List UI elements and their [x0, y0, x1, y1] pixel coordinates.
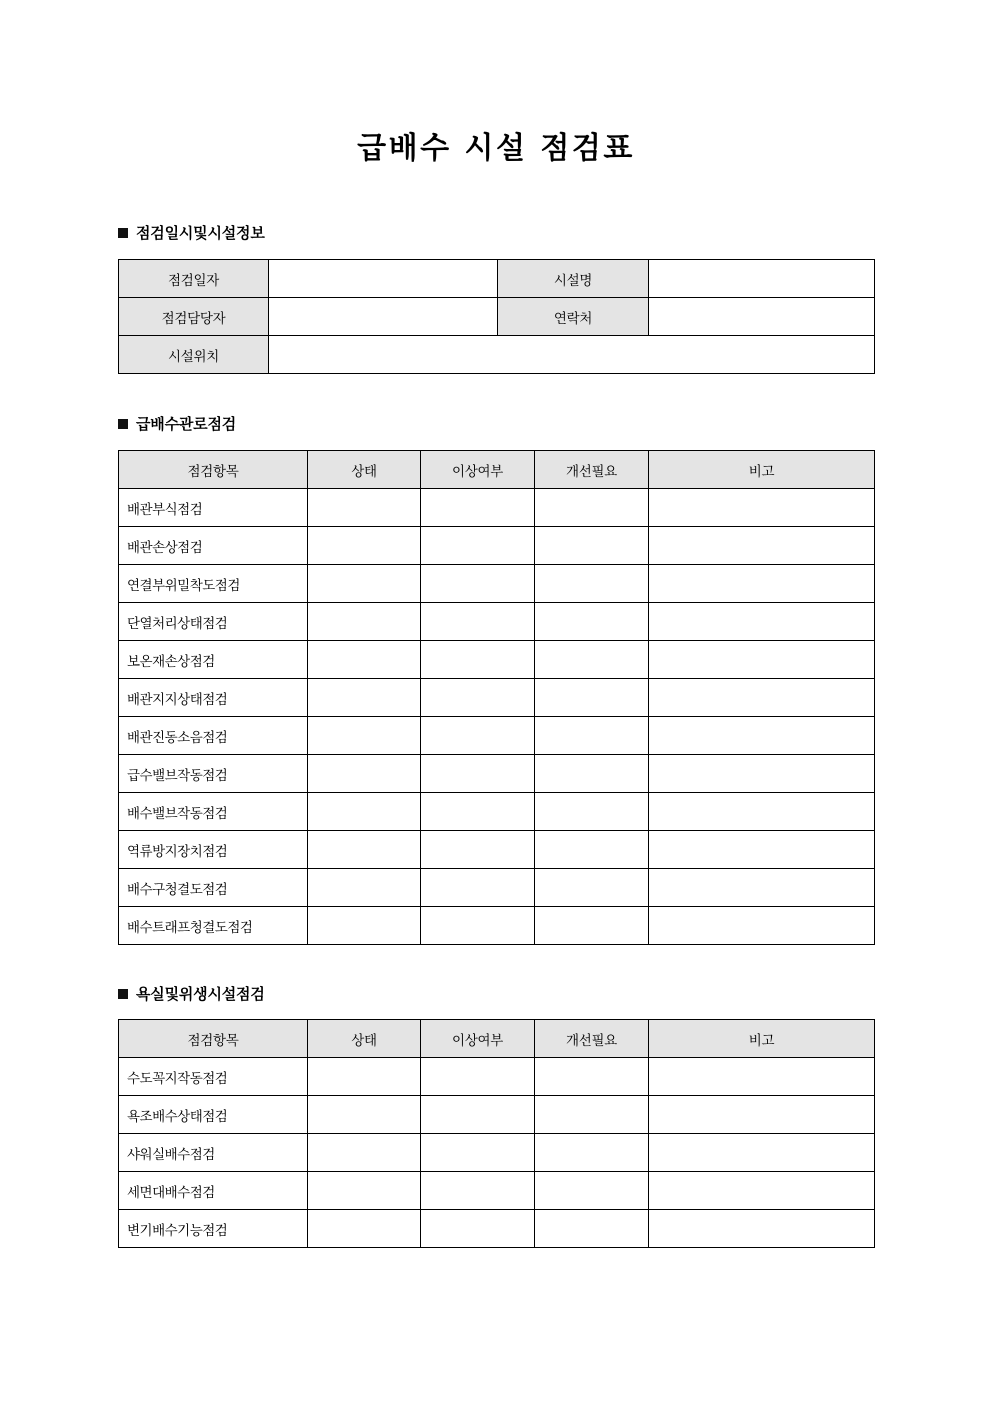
section-heading-bathroom: [118, 983, 265, 1004]
page-title: 급배수 시설 점검표: [357, 131, 635, 166]
info-label-inspector: 점검담당자: [119, 298, 269, 336]
inspection-abnormal-cell[interactable]: [421, 717, 535, 755]
inspection-item-name: 배관부식점검: [119, 489, 308, 527]
column-header-state: 상태: [308, 1020, 421, 1058]
inspection-remark-cell[interactable]: [649, 527, 875, 565]
inspection-abnormal-cell[interactable]: [421, 1096, 535, 1134]
info-label-contact: 연락처: [498, 298, 649, 336]
inspection-item-name: 욕조배수상태점검: [119, 1096, 308, 1134]
table-row: [119, 298, 875, 336]
table-row: [119, 641, 875, 679]
table-row: [119, 565, 875, 603]
inspection-state-cell[interactable]: [308, 603, 421, 641]
inspection-remark-cell[interactable]: [649, 603, 875, 641]
column-header-improvement: 개선필요: [535, 451, 649, 489]
section-heading-pipeline-label: 급배수관로점검: [136, 415, 237, 433]
section-heading-bathroom-label: 욕실및위생시설점검: [136, 985, 265, 1003]
info-label-facility-name: 시설명: [498, 260, 649, 298]
column-header-state: 상태: [308, 451, 421, 489]
inspection-state-cell[interactable]: [308, 527, 421, 565]
inspection-state-cell[interactable]: [308, 1172, 421, 1210]
inspection-improvement-cell[interactable]: [535, 793, 649, 831]
square-bullet-icon: [118, 989, 128, 999]
inspection-abnormal-cell[interactable]: [421, 1210, 535, 1248]
inspection-remark-cell[interactable]: [649, 717, 875, 755]
inspection-item-name: 연결부위밀착도점검: [119, 565, 308, 603]
inspection-item-name: 수도꼭지작동점검: [119, 1058, 308, 1096]
column-header-item: 점검항목: [119, 1020, 308, 1058]
inspection-remark-cell[interactable]: [649, 1172, 875, 1210]
inspection-improvement-cell[interactable]: [535, 1172, 649, 1210]
table-header-row: [119, 1020, 875, 1058]
inspection-abnormal-cell[interactable]: [421, 1134, 535, 1172]
table-row: [119, 831, 875, 869]
inspection-improvement-cell[interactable]: [535, 489, 649, 527]
inspection-remark-cell[interactable]: [649, 489, 875, 527]
table-row: [119, 1096, 875, 1134]
inspection-abnormal-cell[interactable]: [421, 869, 535, 907]
table-row: [119, 527, 875, 565]
table-row: [119, 260, 875, 298]
inspection-remark-cell[interactable]: [649, 1134, 875, 1172]
inspection-remark-cell[interactable]: [649, 641, 875, 679]
inspection-abnormal-cell[interactable]: [421, 565, 535, 603]
table-row: [119, 679, 875, 717]
inspection-item-name: 급수밸브작동점검: [119, 755, 308, 793]
inspection-item-name: 세면대배수점검: [119, 1172, 308, 1210]
table-header-row: [119, 451, 875, 489]
inspection-state-cell[interactable]: [308, 1210, 421, 1248]
inspection-abnormal-cell[interactable]: [421, 679, 535, 717]
inspection-item-name: 변기배수기능점검: [119, 1210, 308, 1248]
column-header-abnormal: 이상여부: [421, 451, 535, 489]
table-row: [119, 1172, 875, 1210]
inspection-abnormal-cell[interactable]: [421, 527, 535, 565]
inspection-item-name: 단열처리상태점검: [119, 603, 308, 641]
inspection-item-name: 역류방지장치점검: [119, 831, 308, 869]
info-value-inspector[interactable]: [269, 298, 498, 336]
pipeline-inspection-table: [118, 450, 875, 945]
column-header-remark: 비고: [649, 1020, 875, 1058]
inspection-improvement-cell[interactable]: [535, 755, 649, 793]
info-value-facility-location[interactable]: [269, 336, 875, 374]
inspection-remark-cell[interactable]: [649, 793, 875, 831]
table-row: [119, 489, 875, 527]
inspection-remark-cell[interactable]: [649, 907, 875, 945]
inspection-improvement-cell[interactable]: [535, 565, 649, 603]
inspection-state-cell[interactable]: [308, 565, 421, 603]
inspection-improvement-cell[interactable]: [535, 1058, 649, 1096]
inspection-state-cell[interactable]: [308, 1134, 421, 1172]
inspection-abnormal-cell[interactable]: [421, 907, 535, 945]
column-header-remark: 비고: [649, 451, 875, 489]
table-row: [119, 755, 875, 793]
inspection-item-name: 배수트래프청결도점검: [119, 907, 308, 945]
inspection-remark-cell[interactable]: [649, 1058, 875, 1096]
inspection-item-name: 샤워실배수점검: [119, 1134, 308, 1172]
inspection-abnormal-cell[interactable]: [421, 793, 535, 831]
section-heading-info-label: 점검일시및시설정보: [136, 224, 265, 242]
inspection-state-cell[interactable]: [308, 1058, 421, 1096]
inspection-state-cell[interactable]: [308, 755, 421, 793]
square-bullet-icon: [118, 419, 128, 429]
inspection-abnormal-cell[interactable]: [421, 831, 535, 869]
inspection-improvement-cell[interactable]: [535, 1096, 649, 1134]
info-label-facility-location: 시설위치: [119, 336, 269, 374]
inspection-abnormal-cell[interactable]: [421, 755, 535, 793]
inspection-state-cell[interactable]: [308, 1096, 421, 1134]
inspection-item-name: 배관지지상태점검: [119, 679, 308, 717]
inspection-improvement-cell[interactable]: [535, 527, 649, 565]
inspection-remark-cell[interactable]: [649, 1096, 875, 1134]
inspection-state-cell[interactable]: [308, 717, 421, 755]
inspection-abnormal-cell[interactable]: [421, 1058, 535, 1096]
inspection-state-cell[interactable]: [308, 489, 421, 527]
inspection-remark-cell[interactable]: [649, 831, 875, 869]
inspection-improvement-cell[interactable]: [535, 869, 649, 907]
inspection-item-name: 보온재손상점검: [119, 641, 308, 679]
inspection-improvement-cell[interactable]: [535, 1134, 649, 1172]
square-bullet-icon: [118, 228, 128, 238]
column-header-item: 점검항목: [119, 451, 308, 489]
column-header-improvement: 개선필요: [535, 1020, 649, 1058]
inspection-improvement-cell[interactable]: [535, 831, 649, 869]
inspection-abnormal-cell[interactable]: [421, 1172, 535, 1210]
table-row: [119, 336, 875, 374]
facility-info-table: [118, 259, 875, 374]
inspection-state-cell[interactable]: [308, 831, 421, 869]
table-row: [119, 1058, 875, 1096]
inspection-state-cell[interactable]: [308, 679, 421, 717]
info-value-facility-name[interactable]: [649, 260, 875, 298]
table-row: [119, 907, 875, 945]
column-header-abnormal: 이상여부: [421, 1020, 535, 1058]
table-row: [119, 717, 875, 755]
inspection-state-cell[interactable]: [308, 641, 421, 679]
inspection-abnormal-cell[interactable]: [421, 641, 535, 679]
inspection-item-name: 배수구청결도점검: [119, 869, 308, 907]
info-value-inspection-date[interactable]: [269, 260, 498, 298]
table-row: [119, 603, 875, 641]
inspection-improvement-cell[interactable]: [535, 679, 649, 717]
inspection-remark-cell[interactable]: [649, 679, 875, 717]
table-row: [119, 1134, 875, 1172]
inspection-abnormal-cell[interactable]: [421, 489, 535, 527]
inspection-state-cell[interactable]: [308, 869, 421, 907]
inspection-item-name: 배관진동소음점검: [119, 717, 308, 755]
section-heading-pipeline: [118, 413, 236, 434]
section-heading-info: [118, 222, 265, 243]
inspection-state-cell[interactable]: [308, 793, 421, 831]
inspection-improvement-cell[interactable]: [535, 717, 649, 755]
inspection-remark-cell[interactable]: [649, 755, 875, 793]
inspection-remark-cell[interactable]: [649, 869, 875, 907]
inspection-item-name: 배수밸브작동점검: [119, 793, 308, 831]
info-label-inspection-date: 점검일자: [119, 260, 269, 298]
inspection-improvement-cell[interactable]: [535, 907, 649, 945]
inspection-improvement-cell[interactable]: [535, 641, 649, 679]
inspection-remark-cell[interactable]: [649, 1210, 875, 1248]
inspection-improvement-cell[interactable]: [535, 603, 649, 641]
table-row: [119, 793, 875, 831]
info-value-contact[interactable]: [649, 298, 875, 336]
table-row: [119, 1210, 875, 1248]
bathroom-inspection-table: [118, 1019, 875, 1248]
table-row: [119, 869, 875, 907]
inspection-state-cell[interactable]: [308, 907, 421, 945]
inspection-remark-cell[interactable]: [649, 565, 875, 603]
inspection-item-name: 배관손상점검: [119, 527, 308, 565]
inspection-improvement-cell[interactable]: [535, 1210, 649, 1248]
inspection-abnormal-cell[interactable]: [421, 603, 535, 641]
